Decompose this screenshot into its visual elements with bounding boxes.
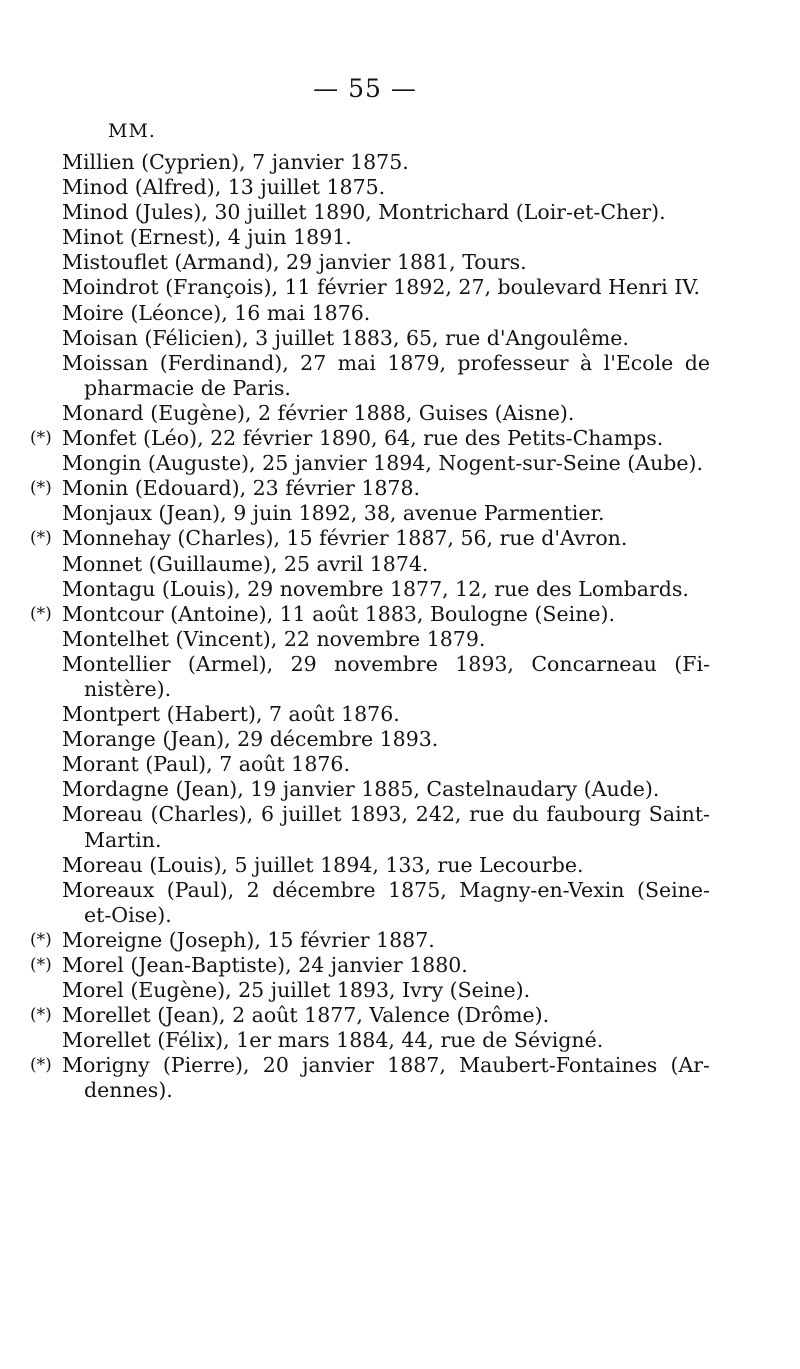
entry-text: Monfet (Léo), 22 février 1890, 64, rue des Petits-Champs. [62, 426, 664, 451]
list-item [0, 225, 710, 250]
list-item [0, 250, 710, 275]
entry-text: Montagu (Louis), 29 novembre 1877, 12, rue des Lombards. [62, 576, 689, 601]
list-item [0, 426, 710, 451]
list-item [0, 602, 710, 627]
entry-text: Monard (Eugène), 2 février 1888, Guises (Aisne). [62, 400, 575, 425]
list-item [0, 752, 710, 777]
entry-text: Morellet (Jean), 2 août 1877, Valence (Drôme). [62, 1003, 550, 1028]
list-item [0, 326, 710, 351]
list-item [0, 401, 710, 426]
entry-text: Morel (Eugène), 25 juillet 1893, Ivry (Seine). [62, 978, 531, 1003]
list-item [0, 928, 710, 953]
list-item [0, 577, 710, 602]
entry-text: Moissan (Ferdinand), 27 mai 1879, professeur à l'Ecole de [62, 350, 710, 375]
page-number: — 55 — [313, 74, 417, 103]
asterisk-marker: (*) [30, 603, 52, 624]
asterisk-marker: (*) [30, 955, 52, 975]
list-item [0, 727, 710, 752]
entry-text: Moisan (Félicien), 3 juillet 1883, 65, rue d'Angoulême. [62, 325, 629, 350]
list-item [0, 175, 710, 200]
entry-text: Minod (Jules), 30 juillet 1890, Montrichard (Loir-et-Cher). [62, 200, 666, 225]
list-item [0, 1003, 710, 1028]
list-item [0, 476, 710, 501]
entry-text: Montellier (Armel), 29 novembre 1893, Concarneau (Fi- [62, 651, 710, 676]
entry-continuation: et-Oise). [84, 902, 172, 927]
entry-text: Moire (Léonce), 16 mai 1876. [62, 300, 371, 325]
entry-text: Morange (Jean), 29 décembre 1893. [62, 727, 439, 752]
entry-text: Mistouflet (Armand), 29 janvier 1881, Tours. [62, 250, 527, 275]
entry-text: Moreau (Charles), 6 juillet 1893, 242, rue du faubourg Saint- [62, 802, 710, 827]
entry-text: Morel (Jean-Baptiste), 24 janvier 1880. [62, 953, 468, 977]
entry-continuation: dennes). [84, 1078, 173, 1103]
entry-text: Minod (Alfred), 13 juillet 1875. [62, 175, 386, 200]
entry-text: Millien (Cyprien), 7 janvier 1875. [62, 150, 409, 174]
list-item [0, 1053, 710, 1103]
entry-text: Moreigne (Joseph), 15 février 1887. [62, 927, 435, 952]
entry-text: Minot (Ernest), 4 juin 1891. [62, 225, 352, 250]
entry-text: Monnehay (Charles), 15 février 1887, 56, rue d'Avron. [62, 526, 628, 551]
list-item [0, 978, 710, 1003]
entry-text: Monjaux (Jean), 9 juin 1892, 38, avenue Parmentier. [62, 501, 605, 526]
asterisk-marker: (*) [30, 1005, 52, 1026]
asterisk-marker: (*) [30, 528, 52, 549]
entry-text: Morant (Paul), 7 août 1876. [62, 752, 350, 777]
entry-text: Morigny (Pierre), 20 janvier 1887, Maubert-Fontaines (Ar- [62, 1053, 710, 1078]
list-item [0, 150, 710, 175]
entry-continuation: nistère). [84, 676, 172, 701]
list-item [0, 501, 710, 526]
entry-text: Montpert (Habert), 7 août 1876. [62, 702, 400, 727]
entry-continuation: Martin. [84, 827, 162, 852]
asterisk-marker: (*) [30, 478, 52, 499]
asterisk-marker: (*) [30, 1055, 52, 1076]
entry-text: Morellet (Félix), 1er mars 1884, 44, rue de Sévigné. [62, 1028, 604, 1053]
entry-text: Moreau (Louis), 5 juillet 1894, 133, rue Lecourbe. [62, 852, 584, 877]
list-item [0, 526, 710, 551]
list-item [0, 702, 710, 727]
entry-text: Moindrot (François), 11 février 1892, 27, boulevard Henri IV. [62, 275, 701, 300]
entry-continuation: pharmacie de Paris. [84, 375, 291, 400]
entry-list [0, 150, 800, 1104]
entry-text: Monin (Edouard), 23 février 1878. [62, 476, 421, 501]
list-item [0, 552, 710, 577]
entry-text: Monnet (Guillaume), 25 avril 1874. [62, 551, 429, 576]
header-abbreviation: MM. [108, 120, 156, 142]
list-item [0, 200, 710, 225]
entry-text: Moreaux (Paul), 2 décembre 1875, Magny-en-Vexin (Seine- [62, 877, 710, 902]
entry-text: Montcour (Antoine), 11 août 1883, Boulogne (Seine). [62, 601, 616, 626]
list-item [0, 777, 710, 802]
list-item [0, 878, 710, 928]
list-item [0, 275, 710, 300]
list-item [0, 953, 710, 978]
list-item [0, 451, 710, 476]
list-item [0, 853, 710, 878]
asterisk-marker: (*) [30, 428, 52, 449]
list-item [0, 627, 710, 652]
entry-text: Mordagne (Jean), 19 janvier 1885, Castelnaudary (Aude). [62, 777, 660, 802]
entry-text: Montelhet (Vincent), 22 novembre 1879. [62, 626, 486, 651]
entry-text: Mongin (Auguste), 25 janvier 1894, Nogent-sur-Seine (Aube). [62, 451, 704, 476]
list-item [0, 301, 710, 326]
list-item [0, 652, 710, 702]
list-item [0, 351, 710, 401]
list-item [0, 1028, 710, 1053]
asterisk-marker: (*) [30, 929, 52, 950]
list-item [0, 802, 710, 852]
